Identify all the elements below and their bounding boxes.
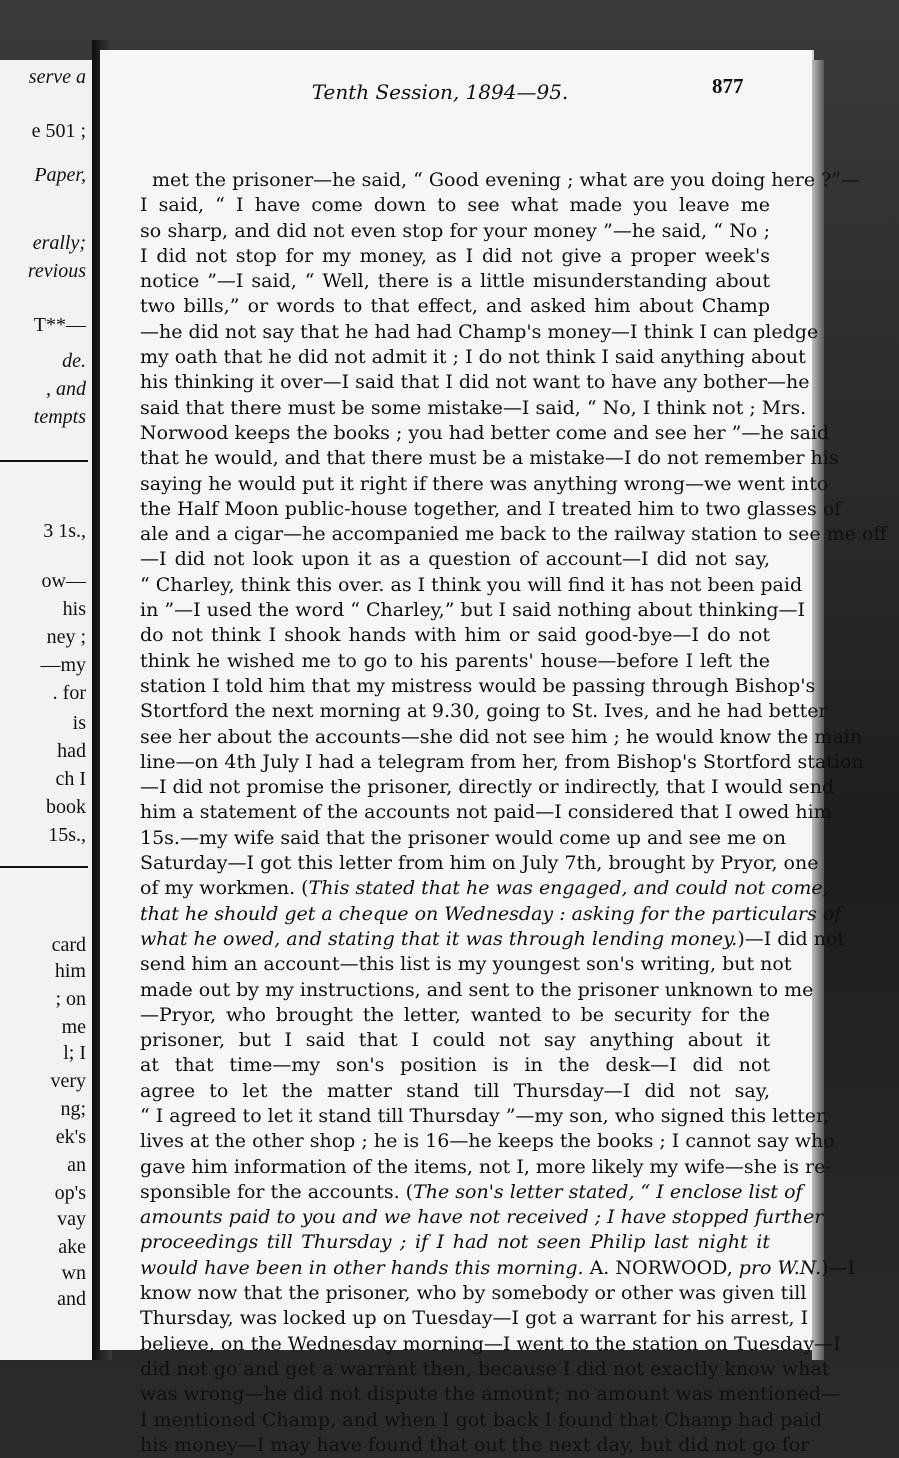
body-text [140, 168, 887, 1458]
text-segment: A. NORWOOD, [583, 1256, 739, 1279]
italic-text-segment: amounts paid to you and we have not received ; I have stopped further [140, 1206, 824, 1229]
text-segment: Thursday, was locked up on Tuesday—I got a warrant for his arrest, I [140, 1307, 809, 1330]
text-line [140, 1433, 810, 1458]
text-line [140, 1079, 770, 1104]
margin-fragment: op's [54, 1182, 86, 1204]
text-line [140, 1003, 770, 1028]
text-segment: him a statement of the accounts not paid—I considered that I owed him [140, 801, 832, 824]
margin-fragment: very [50, 1070, 86, 1092]
text-segment: see her about the accounts—she did not see him ; he would know the main [140, 725, 862, 748]
text-line [140, 598, 806, 623]
text-line [140, 547, 770, 572]
text-segment: made out by my instructions, and sent to the prisoner unknown to me [140, 978, 814, 1001]
text-line [140, 851, 819, 876]
text-segment: station I told him that my mistress would be passing through Bishop's [140, 674, 816, 697]
margin-fragment: —my [40, 654, 86, 676]
text-segment: his money—I may have found that out the next day, but did not go for [140, 1433, 810, 1456]
margin-fragment: ake [58, 1236, 86, 1258]
text-line [140, 522, 887, 547]
text-line [140, 1155, 832, 1180]
text-line [140, 1281, 807, 1306]
text-segment: sponsible for the accounts. ( [140, 1180, 414, 1203]
text-line [140, 927, 846, 952]
italic-text-segment: what he owed, and stating that it was through lending money. [140, 927, 738, 950]
italic-text-segment: proceedings till Thursday ; if I had not seen Philip last night it [140, 1231, 770, 1254]
margin-fragment: . for [52, 682, 86, 704]
margin-fragment: me [61, 1016, 86, 1038]
margin-fragment: ek's [55, 1126, 86, 1148]
margin-fragment: card [51, 934, 86, 956]
text-segment: said that there must be some mistake—I said, “ No, I think not ; Mrs. [140, 396, 807, 419]
text-line [140, 1104, 829, 1129]
text-segment: line—on 4th July I had a telegram from her, from Bishop's Stortford station [140, 750, 864, 773]
text-line [140, 396, 807, 421]
page-number: 877 [712, 74, 744, 98]
text-line [140, 725, 862, 750]
text-segment: agree to let the matter stand till Thursday—I did not say, [140, 1079, 770, 1102]
text-segment: met the prisoner—he said, “ Good evening ; what are you doing here ?”— [152, 169, 861, 191]
text-segment: so sharp, and did not even stop for your money ”—he said, “ No ; [140, 219, 770, 242]
text-segment: notice ”—I said, “ Well, there is a little misunderstanding about [140, 270, 770, 293]
text-line [140, 1230, 770, 1255]
italic-text-segment: that he should get a cheque on Wednesday : asking for the particulars of [140, 902, 842, 925]
margin-rule [0, 460, 88, 462]
text-line [140, 1129, 835, 1154]
margin-fragment: Paper, [34, 164, 86, 186]
text-segment: send him an account—this list is my youngest son's writing, but not [140, 953, 792, 976]
text-segment: at that time—my son's position is in the desk—I did not [140, 1054, 770, 1077]
margin-fragment: T**— [33, 314, 86, 336]
text-line [140, 876, 829, 901]
text-line [140, 294, 770, 319]
text-line [140, 446, 839, 471]
text-segment: his thinking it over—I said that I did not want to have any bother—he [140, 371, 810, 394]
left-page-fragment [0, 60, 95, 1360]
text-line [140, 750, 864, 775]
italic-text-segment: The son's letter stated, “ I enclose list of [413, 1180, 803, 1203]
margin-fragment: an [67, 1154, 86, 1176]
text-line [140, 699, 828, 724]
margin-fragment: de. [62, 350, 86, 372]
text-segment: Norwood keeps the books ; you had better come and see her ”—he said [140, 421, 830, 444]
text-segment: Stortford the next morning at 9.30, going to St. Ives, and he had better [140, 700, 828, 723]
text-segment: —he did not say that he had had Champ's money—I think I can pledge [140, 320, 819, 343]
text-line [140, 244, 770, 269]
text-segment: the Half Moon public-house together, and I treated him to two glasses of [140, 497, 842, 520]
margin-fragment: 3 1s., [43, 520, 86, 542]
text-segment: my oath that he did not admit it ; I do not think I said anything about [140, 346, 806, 369]
text-segment: “ Charley, think this over. as I think you will find it has not been paid [140, 573, 803, 596]
text-line [140, 1028, 770, 1053]
text-segment: I said, “ I have come down to see what made you leave me [140, 194, 770, 217]
text-line [140, 370, 810, 395]
text-segment: believe, on the Wednesday morning—I went to the station on Tuesday—I [140, 1332, 841, 1355]
text-line [140, 1306, 809, 1331]
text-line [140, 952, 792, 977]
text-segment: did not go and get a warrant then, because I did not exactly know what [140, 1357, 830, 1380]
text-segment: ale and a cigar—he accompanied me back to the railway station to see me off [140, 523, 887, 546]
text-segment: saying he would put it right if there was anything wrong—we went into [140, 472, 829, 495]
margin-fragment: ch I [55, 768, 86, 790]
margin-fragment: had [57, 740, 86, 762]
margin-fragment: ow— [41, 570, 86, 592]
text-segment: in ”—I used the word “ Charley,” but I said nothing about thinking—I [140, 599, 806, 622]
text-segment: that he would, and that there must be a mistake—I do not remember his [140, 447, 839, 470]
margin-fragment: him [54, 960, 86, 982]
text-segment: think he wished me to go to his parents' house—before I left the [140, 649, 770, 672]
text-segment: Saturday—I got this letter from him on July 7th, brought by Pryor, one [140, 852, 819, 875]
text-segment: “ I agreed to let it stand till Thursday ”—my son, who signed this letter, [140, 1104, 829, 1127]
text-segment: do not think I shook hands with him or said good-bye—I do not [140, 624, 770, 647]
text-line [140, 1256, 856, 1281]
text-segment: )—I did not [737, 927, 846, 950]
text-line [140, 649, 770, 674]
text-line [140, 1205, 824, 1230]
margin-fragment: vay [57, 1208, 86, 1230]
text-segment: 15s.—my wife said that the prisoner would come up and see me on [140, 826, 786, 849]
text-segment: I mentioned Champ, and when I got back I found that Champ had paid [140, 1408, 822, 1431]
text-line [140, 345, 806, 370]
italic-text-segment: would have been in other hands this morning. [140, 1256, 584, 1279]
text-line [140, 472, 829, 497]
text-segment: of my workmen. ( [140, 877, 309, 900]
margin-fragment: serve a [28, 66, 86, 88]
text-segment: prisoner, but I said that I could not say anything about it [140, 1029, 770, 1052]
text-line [140, 320, 819, 345]
text-line [140, 573, 803, 598]
text-line [140, 168, 861, 193]
text-segment: I did not stop for my money, as I did not give a proper week's [140, 244, 770, 267]
text-line [140, 775, 835, 800]
margin-fragment: is [72, 712, 86, 734]
margin-fragment: and [57, 1288, 86, 1310]
margin-rule [0, 866, 88, 868]
text-line [140, 219, 770, 244]
text-segment: was wrong—he did not dispute the amount; no amount was mentioned— [140, 1383, 840, 1406]
margin-fragment: ng; [60, 1098, 86, 1120]
margin-fragment: ; on [55, 988, 86, 1010]
text-line [140, 1357, 830, 1382]
text-line [140, 623, 770, 648]
text-segment: )—I [821, 1256, 856, 1279]
text-segment: —Pryor, who brought the letter, wanted to be security for the [140, 1003, 770, 1026]
text-line [140, 674, 816, 699]
text-segment: —I did not look upon it as a question of account—I did not say, [140, 548, 770, 571]
text-line [140, 800, 832, 825]
italic-text-segment: This stated that he was engaged, and could not come, [308, 877, 829, 900]
text-line [140, 497, 842, 522]
margin-fragment: book [46, 796, 86, 818]
margin-fragment: 15s., [48, 824, 86, 846]
text-line [140, 1382, 840, 1407]
text-line [140, 1053, 770, 1078]
text-line [140, 269, 770, 294]
text-line [140, 1332, 841, 1357]
margin-fragment: , and [46, 378, 86, 400]
text-line [140, 978, 814, 1003]
text-line [140, 421, 830, 446]
text-segment: gave him information of the items, not I, more likely my wife—she is re- [140, 1155, 832, 1178]
text-line [140, 1180, 803, 1205]
margin-fragment: his [62, 598, 86, 620]
text-line [140, 1408, 822, 1433]
text-segment: know now that the prisoner, who by somebody or other was given till [140, 1282, 807, 1305]
margin-fragment: l; I [63, 1042, 86, 1064]
margin-fragment: e 501 ; [31, 120, 86, 142]
text-line [140, 193, 770, 218]
running-header: Tenth Session, 1894—95. [311, 80, 569, 104]
italic-text-segment: pro W.N. [738, 1256, 822, 1279]
margin-fragment: revious [27, 260, 86, 282]
text-line [140, 826, 786, 851]
text-line [140, 902, 842, 927]
text-segment: —I did not promise the prisoner, directly or indirectly, that I would send [140, 776, 835, 799]
text-segment: two bills,” or words to that effect, and asked him about Champ [140, 295, 770, 318]
text-segment: lives at the other shop ; he is 16—he keeps the books ; I cannot say who [140, 1130, 835, 1153]
margin-fragment: tempts [33, 406, 86, 428]
margin-fragment: wn [61, 1262, 86, 1284]
margin-fragment: ney ; [46, 626, 86, 648]
margin-fragment: erally; [32, 232, 86, 254]
